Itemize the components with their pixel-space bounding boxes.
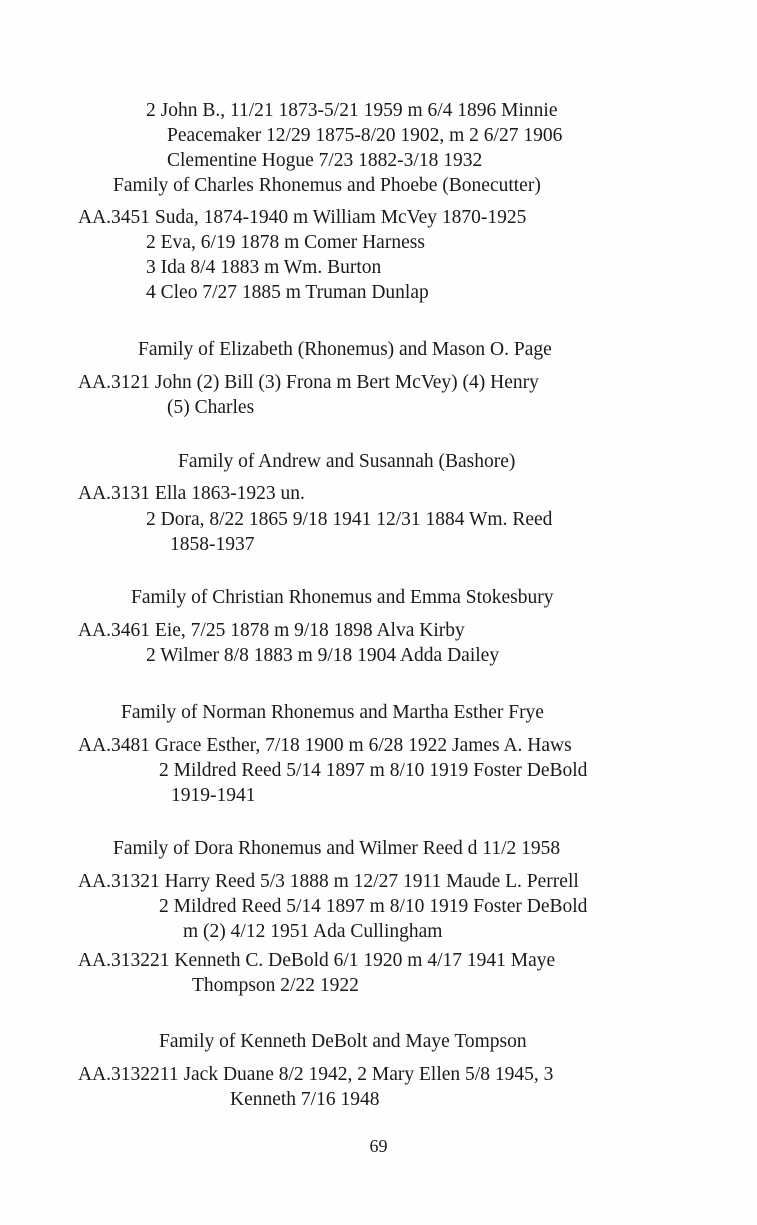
entry-line: AA.3121 John (2) Bill (3) Frona m Bert McVey) (4) Henry [78,372,539,393]
entry-line: AA.3131 Ella 1863-1923 un. [78,483,305,504]
entry-line: 4 Cleo 7/27 1885 m Truman Dunlap [146,282,429,303]
page-number: 69 [369,1136,388,1156]
entry-line: m (2) 4/12 1951 Ada Cullingham [183,921,443,942]
entry-line: Peacemaker 12/29 1875-8/20 1902, m 2 6/27 1906 [167,125,563,146]
entry-line: AA.31321 Harry Reed 5/3 1888 m 12/27 1911 Maude L. Perrell [78,871,579,892]
entry-line: 2 Mildred Reed 5/14 1897 m 8/10 1919 Foster DeBold [159,760,588,781]
entry-line: 2 Wilmer 8/8 1883 m 9/18 1904 Adda Dailey [146,645,500,666]
entry-line: 2 John B., 11/21 1873-5/21 1959 m 6/4 1896 Minnie [146,100,558,121]
entry-line: AA.3451 Suda, 1874-1940 m William McVey 1870-1925 [78,207,527,228]
entry-line: Kenneth 7/16 1948 [230,1089,380,1110]
family-heading: Family of Kenneth DeBolt and Maye Tompson [159,1031,527,1052]
family-heading: Family of Norman Rhonemus and Martha Esther Frye [121,702,544,723]
entry-line: AA.3481 Grace Esther, 7/18 1900 m 6/28 1922 James A. Haws [78,735,572,756]
entry-line: AA.3461 Eie, 7/25 1878 m 9/18 1898 Alva Kirby [78,620,465,641]
entry-line: 1919-1941 [171,785,256,806]
entry-line: 3 Ida 8/4 1883 m Wm. Burton [146,257,382,278]
entry-line: AA.3132211 Jack Duane 8/2 1942, 2 Mary Ellen 5/8 1945, 3 [78,1064,554,1085]
entry-line: Clementine Hogue 7/23 1882-3/18 1932 [167,150,483,171]
family-heading: Family of Andrew and Susannah (Bashore) [178,451,516,472]
entry-line: 2 Eva, 6/19 1878 m Comer Harness [146,232,425,253]
family-heading: Family of Charles Rhonemus and Phoebe (Bonecutter) [113,175,541,196]
entry-line: 2 Dora, 8/22 1865 9/18 1941 12/31 1884 Wm. Reed [146,509,553,530]
family-heading: Family of Dora Rhonemus and Wilmer Reed d 11/2 1958 [113,838,561,859]
entry-line: (5) Charles [167,397,255,418]
family-heading: Family of Christian Rhonemus and Emma Stokesbury [131,587,554,608]
entry-line: 1858-1937 [170,534,255,555]
entry-line: Thompson 2/22 1922 [192,975,359,996]
entry-line: AA.313221 Kenneth C. DeBold 6/1 1920 m 4/17 1941 Maye [78,950,556,971]
family-heading: Family of Elizabeth (Rhonemus) and Mason O. Page [138,339,552,360]
entry-line: 2 Mildred Reed 5/14 1897 m 8/10 1919 Foster DeBold [159,896,588,917]
